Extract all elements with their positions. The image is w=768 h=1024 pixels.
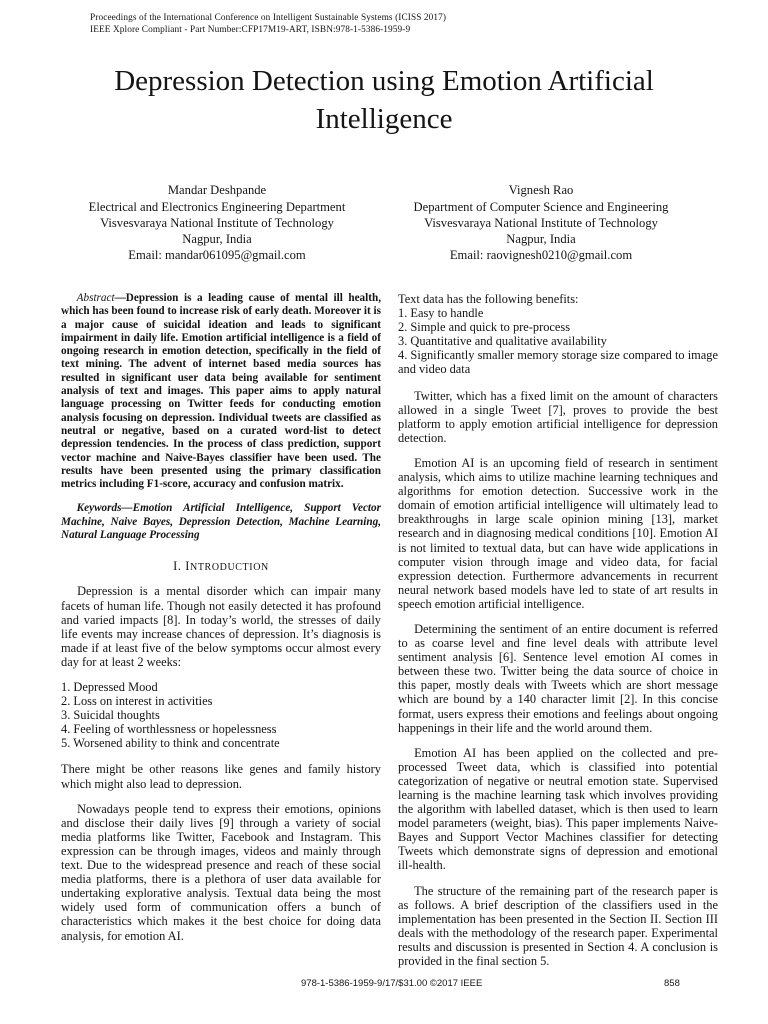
section-heading-introduction: [61, 559, 381, 575]
abstract: [61, 292, 381, 491]
conference-line: Proceedings of the International Conference on Intelligent Sustainable Systems (ICISS 2017): [90, 13, 447, 23]
list-item: 5. Worsened ability to think and concentrate: [61, 736, 280, 751]
classifier-paragraph: Emotion AI has been applied on the collected and pre-processed Tweet data, which is classified into potential categorization of negative or neutral emotion state. Supervised learning is the machine learning task which involves providing the algorithm with labelled dataset, which is then used to learn model parameters (weight, bias). This paper implements Naive-Bayes and Support Vector Machines classifier for detecting Tweets which demonstrate signs of depression and emotional ill-health.: [398, 745, 718, 873]
xplore-line: IEEE Xplore Compliant - Part Number:CFP17M19-ART, ISBN:978-1-5386-1959-9: [90, 25, 411, 35]
author-block-2: [371, 182, 711, 263]
section-title-first-letter: I: [185, 559, 191, 574]
paper-title: [0, 62, 768, 138]
section-title-rest: NTRODUCTION: [190, 562, 269, 574]
author-block-1: [47, 182, 387, 263]
author-location: Nagpur, India: [506, 232, 576, 246]
list-item: 1. Easy to handle: [398, 306, 484, 321]
title-line-2: Intelligence: [315, 103, 453, 135]
author-institute: Visvesvaraya National Institute of Technology: [100, 216, 334, 230]
benefits-intro: Text data has the following benefits:: [398, 292, 579, 306]
twitter-paragraph: Twitter, which has a fixed limit on the amount of characters allowed in a single Tweet [7], proves to provide the best platform to apply emotion artificial intelligence for depression detection.: [398, 388, 718, 445]
page-number: 858: [664, 978, 680, 989]
list-item: 3. Suicidal thoughts: [61, 708, 160, 723]
intro-paragraph-1: Depression is a mental disorder which can impair many facets of human life. Though not easily detected it has profound and varied impacts [8]. In today’s world, the stresses of daily life events may increase chances of depression. It’s diagnosis is made if at least five of the below symptoms occur almost every day for at least 2 weeks:: [61, 584, 381, 669]
keywords-label: Keywords: [76, 502, 122, 515]
list-item: 4. Significantly smaller memory storage size compared to image and video data: [398, 348, 718, 377]
list-item: 3. Quantitative and qualitative availability: [398, 334, 607, 349]
author-email: Email: mandar061095@gmail.com: [128, 248, 306, 262]
list-item: 4. Feeling of worthlessness or hopelessness: [61, 722, 277, 737]
author-email: Email: raovignesh0210@gmail.com: [449, 248, 633, 262]
title-line-1: Depression Detection using Emotion Artificial: [114, 65, 654, 97]
author-department: Department of Computer Science and Engineering: [413, 200, 669, 214]
author-name: Mandar Deshpande: [167, 183, 267, 197]
abstract-label: Abstract: [76, 292, 115, 304]
author-name: Vignesh Rao: [508, 183, 574, 197]
list-item: 2. Loss on interest in activities: [61, 694, 213, 709]
benefits-list: [398, 306, 718, 376]
symptom-list: [61, 680, 381, 750]
emotion-ai-paragraph: Emotion AI is an upcoming field of research in sentiment analysis, which aims to utilize machine learning techniques and algorithms for emotion detection. Successive work in the domain of emotion artificial intelligence will ultimately lead to breakthroughs in large scale opinion mining [13], market research and in diagnosing medical conditions [10]. Emotion AI is not limited to textual data, but can have wide applications in computer vision through image and video data, for facial expression detection. Furthermore advancements in recurrent neural network based models have led to state of art results in speech emotion artificial intelligence.: [398, 455, 718, 611]
keywords-text: —Emotion Artificial Intelligence, Support Vector Machine, Naive Bayes, Depression Detection, Machine Learning, Natural Language Processing: [61, 502, 381, 542]
intro-paragraph-3: Nowadays people tend to express their emotions, opinions and disclose their daily lives [9] through a variety of social media platforms like Twitter, Facebook and Instagram. This expression can be through images, videos and mainly through text. Due to the widespread presence and reach of these social media platforms, there is a plethora of user data available for undertaking explorative analysis. Textual data being the most widely used form of communication offers a bunch of characteristics which makes it the best choice for doing data analysis, for emotion AI.: [61, 801, 381, 943]
sentiment-level-paragraph: Determining the sentiment of an entire document is referred to as coarse level and fine level deals with attribute level sentiment analysis [6]. Sentence level emotion AI comes in between these two. Twitter being the data source of choice in this paper, mostly deals with Tweets which are short message which are bound by a 140 character limit [2]. In this concise format, users express their emotions and feelings about ongoing happenings in their life and the world around them.: [398, 621, 718, 735]
keywords: [61, 502, 381, 542]
author-institute: Visvesvaraya National Institute of Technology: [424, 216, 658, 230]
intro-paragraph-2: There might be other reasons like genes and family history which might also lead to depression.: [61, 762, 381, 791]
left-column: [61, 292, 381, 954]
list-item: 2. Simple and quick to pre-process: [398, 320, 571, 335]
list-item: 1. Depressed Mood: [61, 680, 158, 694]
section-number: I.: [173, 559, 182, 574]
conference-header: [90, 12, 446, 36]
abstract-text: —Depression is a leading cause of mental ill health, which has been found to increase risk of early death. Moreover it is a major cause of suicidal ideation and leads to significant impairment in daily life. Emotion artificial intelligence is a field of ongoing research in emotion detection, specifically in the field of text mining. The advent of internet based media sources has resulted in significant user data being available for sentiment analysis of text and images. This paper aims to apply natural language processing on Twitter feeds for conducting emotion analysis focusing on depression. Individual tweets are classified as neutral or negative, based on a curated word-list to detect depression tendencies. In the process of class prediction, support vector machine and Naive-Bayes classifier have been used. The results have been presented using the primary classification metrics including F1-score, accuracy and confusion matrix.: [61, 292, 381, 491]
author-department: Electrical and Electronics Engineering Department: [88, 200, 346, 214]
copyright-notice: 978-1-5386-1959-9/17/$31.00 ©2017 IEEE: [301, 978, 483, 989]
right-column: [398, 292, 718, 979]
structure-paragraph: The structure of the remaining part of the research paper is as follows. A brief description of the classifiers used in the implementation has been presented in the Section II. Section III deals with the methodology of the research paper. Experimental results and discussion is presented in Section 4. A conclusion is provided in the final section 5.: [398, 883, 718, 969]
author-location: Nagpur, India: [182, 232, 252, 246]
